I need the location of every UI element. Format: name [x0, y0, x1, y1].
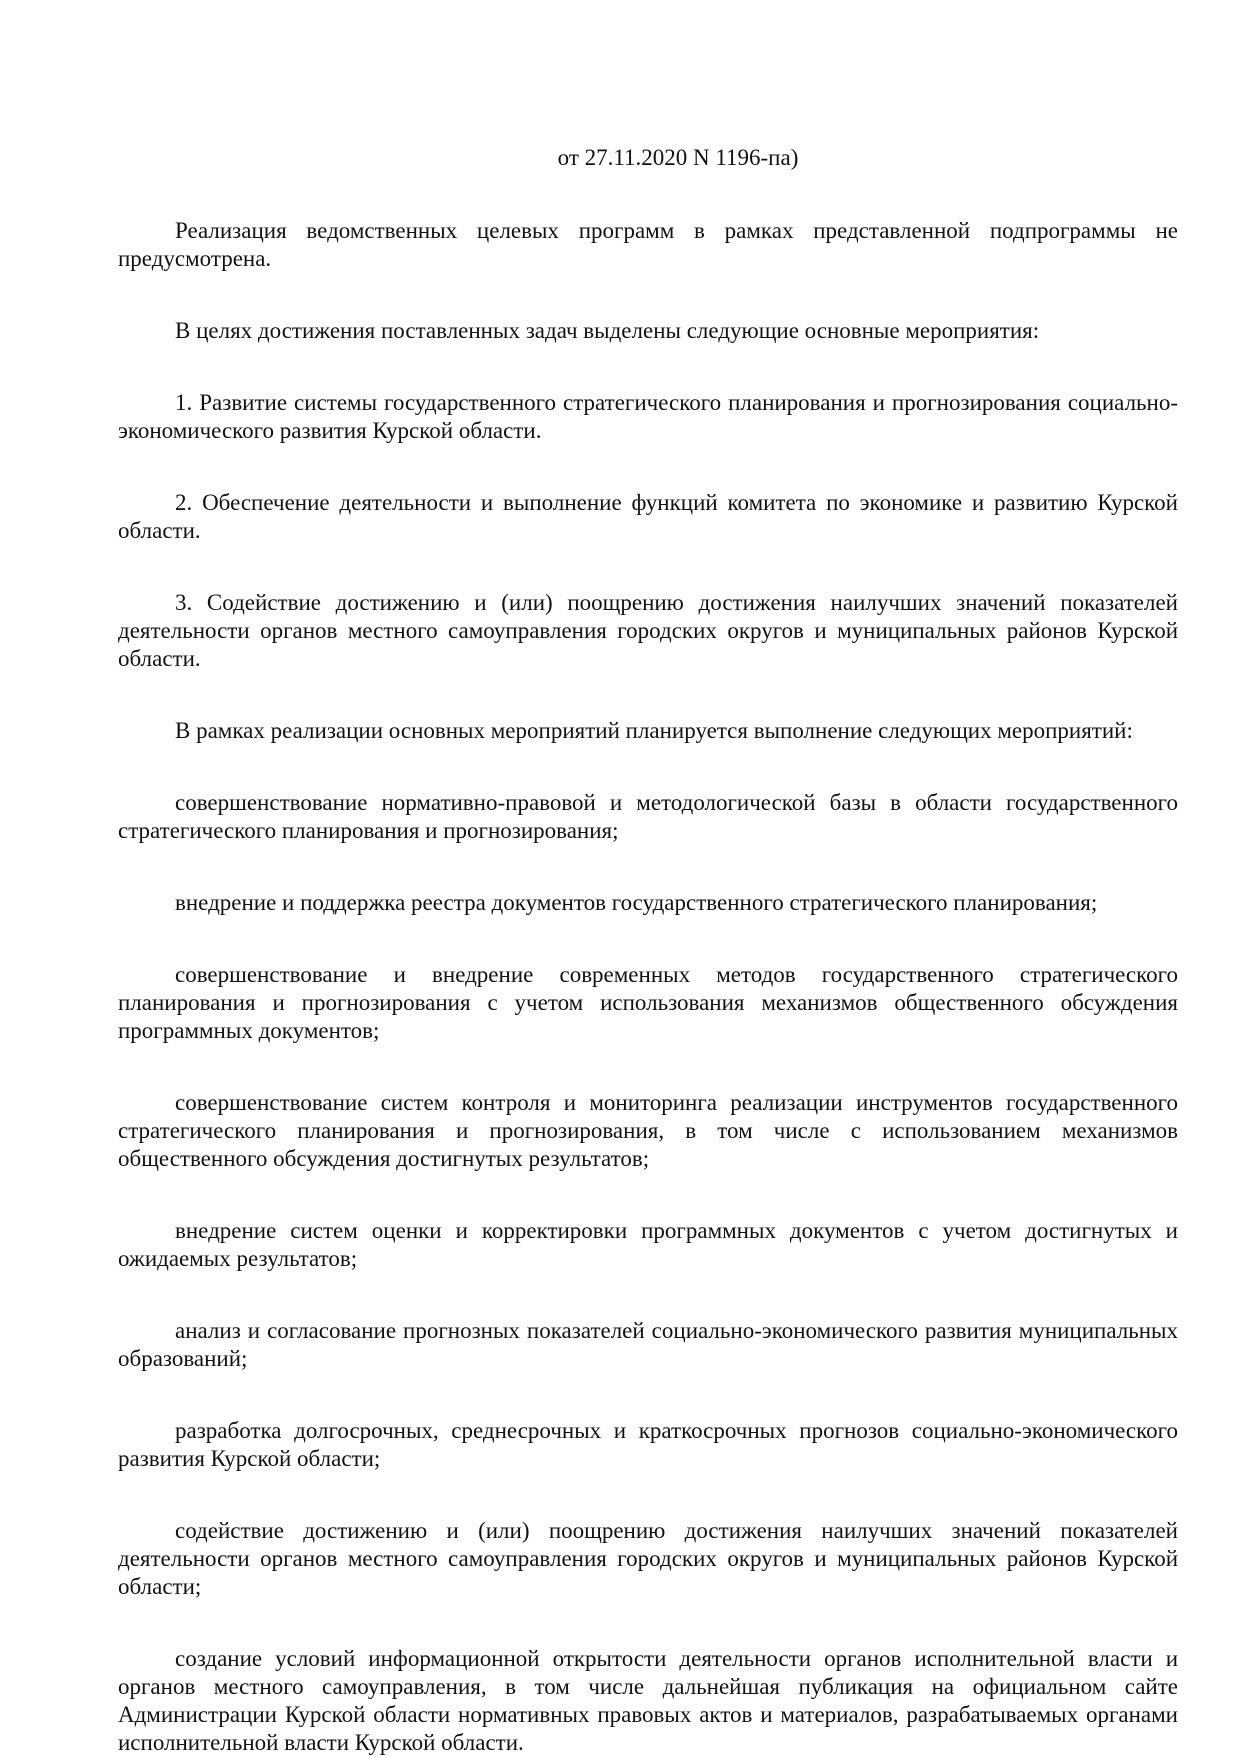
paragraph-measure-forecast-development: разработка долгосрочных, среднесрочных и краткосрочных прогнозов социально-экономического развития Курской области; — [118, 1418, 1178, 1471]
paragraph-activity-3: 3. Содействие достижению и (или) поощрению достижения наилучших значений показателей деятельности органов местного самоуправления городских округов и муниципальных районов Курской области. — [118, 590, 1178, 671]
document-page — [118, 144, 1178, 1757]
paragraph-activity-2: 2. Обеспечение деятельности и выполнение функций комитета по экономике и развитию Курской области. — [118, 490, 1178, 543]
paragraph-main-activities-intro: В целях достижения поставленных задач выделены следующие основные мероприятия: — [175, 318, 1040, 343]
paragraph-measure-legal-base: совершенствование нормативно-правовой и методологической базы в области государственного стратегического планирования и прогнозирования; — [118, 790, 1178, 843]
document-header-line: от 27.11.2020 N 1196-па) — [557, 145, 799, 170]
paragraph-measure-registry: внедрение и поддержка реестра документов государственного стратегического планирования; — [175, 890, 1098, 915]
paragraph-measure-forecast-analysis: анализ и согласование прогнозных показателей социально-экономического развития муниципальных образований; — [118, 1318, 1178, 1371]
paragraph-measure-performance-incentives: содействие достижению и (или) поощрению достижения наилучших значений показателей деятельности органов местного самоуправления городских округов и муниципальных районов Курской области; — [118, 1518, 1178, 1599]
paragraph-measure-evaluation: внедрение систем оценки и корректировки программных документов с учетом достигнутых и ожидаемых результатов; — [118, 1218, 1178, 1271]
paragraph-measure-monitoring: совершенствование систем контроля и мониторинга реализации инструментов государственного стратегического планирования и прогнозирования, в том числе с использованием механизмов общественного обсуждения достигнутых результатов; — [118, 1090, 1178, 1171]
paragraph-departmental-programs: Реализация ведомственных целевых программ в рамках представленной подпрограммы не предусмотрена. — [118, 218, 1178, 271]
paragraph-activity-1: 1. Развитие системы государственного стратегического планирования и прогнозирования социально-экономического развития Курской области. — [118, 390, 1178, 443]
paragraph-measure-information-openness: создание условий информационной открытости деятельности органов исполнительной власти и органов местного самоуправления, в том числе дальнейшая публикация на официальном сайте Администрации Курской области нормативных правовых актов и материалов, разрабатываемых органами исполнительной власти Курской области. — [118, 1646, 1178, 1755]
paragraph-planned-measures-intro: В рамках реализации основных мероприятий планируется выполнение следующих мероприятий: — [175, 718, 1133, 743]
paragraph-measure-modern-methods: совершенствование и внедрение современных методов государственного стратегического планирования и прогнозирования с учетом использования механизмов общественного обсуждения программных документов; — [118, 962, 1178, 1043]
